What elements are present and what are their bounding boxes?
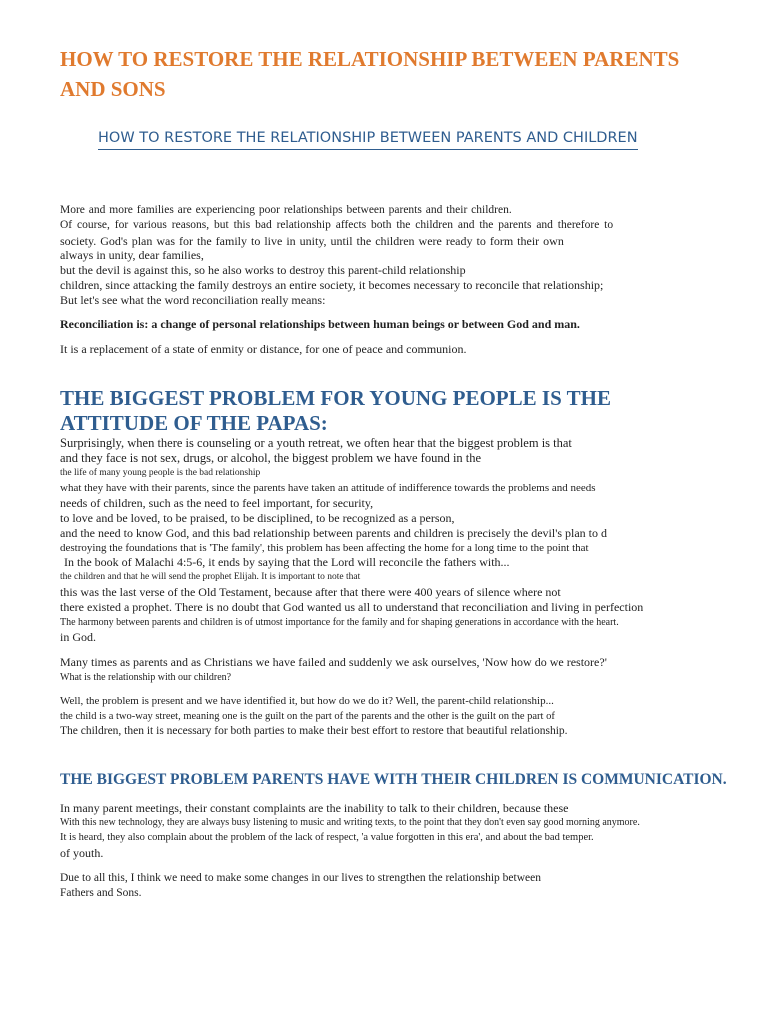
definition-text: Reconciliation is: a change of personal relationships between human beings or between God and man. <box>60 317 580 331</box>
section1-line: the life of many young people is the bad relationship <box>60 468 261 478</box>
section1b-line: Many times as parents and as Christians we have failed and suddenly we ask ourselves, 'Now how do we restore?' <box>60 655 607 669</box>
section1-line: needs of children, such as the need to feel important, for security, <box>60 496 374 510</box>
section1-line: to love and be loved, to be praised, to be disciplined, to be recognized as a person, <box>60 511 455 525</box>
section1-line: and the need to know God, and this bad relationship between parents and children is precisely the devil's plan to d <box>60 526 608 540</box>
section1c-line: the child is a two-way street, meaning one is the guilt on the part of the parents and the other is the guilt on the part of <box>60 711 555 722</box>
section2-line: It is heard, they also complain about the problem of the lack of respect, 'a value forgotten in this era', and about the bad temper. <box>60 832 594 843</box>
section1c-line: Well, the problem is present and we have identified it, but how do we do it? Well, the parent-child relationship... <box>60 695 554 707</box>
section1-line: there existed a prophet. There is no doubt that God wanted us all to understand that reconciliation and living in perfection <box>60 600 644 614</box>
section1-line: Surprisingly, when there is counseling or a youth retreat, we often hear that the biggest problem is that <box>60 436 572 450</box>
intro-line: But let's see what the word reconciliation really means: <box>60 293 326 307</box>
document-subtitle: HOW TO RESTORE THE RELATIONSHIP BETWEEN PARENTS AND CHILDREN <box>98 130 638 150</box>
section1c-line: The children, then it is necessary for both parties to make their best effort to restore that beautiful relationship. <box>60 725 568 737</box>
section-heading-young-people: THE BIGGEST PROBLEM FOR YOUNG PEOPLE IS THE ATTITUDE OF THE PAPAS: <box>60 386 611 435</box>
intro-line: children, since attacking the family destroys an entire society, it becomes necessary to reconcile that relationship; <box>60 278 604 292</box>
section-heading-communication: THE BIGGEST PROBLEM PARENTS HAVE WITH THEIR CHILDREN IS COMMUNICATION. <box>60 771 727 788</box>
intro-line: More and more families are experiencing poor relationships between parents and their children. <box>60 204 512 216</box>
section1-line: this was the last verse of the Old Testament, because after that there were 400 years of silence where not <box>60 585 561 599</box>
section1b-line: What is the relationship with our children? <box>60 672 232 683</box>
document-title: HOW TO RESTORE THE RELATIONSHIP BETWEEN PARENTS AND SONS <box>60 47 680 101</box>
intro-line: Of course, for various reasons, but this bad relationship affects both the children and the parents and therefore to <box>60 219 614 231</box>
section1-line: the children and that he will send the prophet Elijah. It is important to note that <box>60 572 361 582</box>
section1-line: and they face is not sex, drugs, or alcohol, the biggest problem we have found in the <box>60 451 482 465</box>
intro-line: but the devil is against this, so he also works to destroy this parent-child relationship <box>60 263 466 277</box>
section2-line: With this new technology, they are always busy listening to music and writing texts, to the point that they don't even say good morning anymore. <box>60 817 640 828</box>
section2-line: of youth. <box>60 846 104 860</box>
section1-line: in God. <box>60 630 96 644</box>
section1-line: destroying the foundations that is 'The family', this problem has been affecting the home for a long time to the point that <box>60 542 589 554</box>
section1-line: The harmony between parents and children is of utmost importance for the family and for shaping generations in accordance with the heart. <box>60 617 619 628</box>
replacement-text: It is a replacement of a state of enmity or distance, for one of peace and communion. <box>60 342 467 356</box>
intro-line: society. God's plan was for the family to live in unity, until the children were ready to form their own <box>60 234 564 248</box>
section1-line: In the book of Malachi 4:5-6, it ends by saying that the Lord will reconcile the fathers with... <box>64 555 510 569</box>
closing-line: Due to all this, I think we need to make some changes in our lives to strengthen the relationship between <box>60 872 541 884</box>
closing-line: Fathers and Sons. <box>60 887 142 899</box>
intro-line: always in unity, dear families, <box>60 248 204 262</box>
section1-line: what they have with their parents, since the parents have taken an attitude of indifference towards the problems and needs <box>60 482 596 494</box>
section2-line: In many parent meetings, their constant complaints are the inability to talk to their children, because these <box>60 801 569 815</box>
